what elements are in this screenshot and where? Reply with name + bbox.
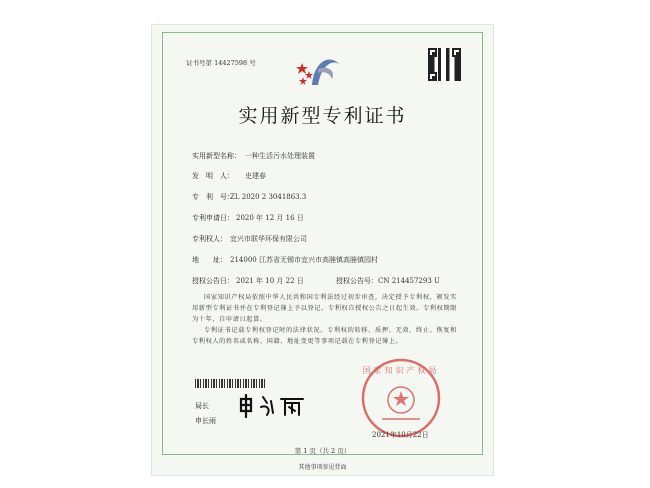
legal-status-paragraph: 专利证书记载专利权登记时的法律状况。专利权的转移、质押、无效、终止、恢复和专利权人的姓名或名称、国籍、地址变更等事项记载在专利登记簿上。	[192, 327, 457, 345]
cert-number: 14427598	[214, 59, 248, 67]
footer-note: 其他事项参见背面	[298, 464, 347, 471]
grant-number-label: 授权公告号：	[336, 277, 378, 285]
field-label: 专利申请日：	[192, 214, 234, 222]
field-value: 宜兴市联华环保有限公司	[230, 235, 307, 243]
cert-number-line	[186, 60, 256, 67]
seal-date: 2021年10月22日	[372, 431, 429, 439]
field-value: ZL 2020 2 3041863.3	[230, 193, 307, 201]
official-seal	[360, 357, 442, 439]
field-value: 214000 江苏省无锡市宜兴市高塍镇高塍镇园村	[230, 256, 378, 264]
field-value: 一种生活污水处理装置	[245, 152, 315, 160]
director-name: 申长雨	[195, 417, 216, 425]
field-label: 地 址：	[192, 256, 227, 264]
field-value: 史建春	[245, 172, 266, 180]
barcode	[195, 379, 265, 388]
certificate-title: 实用新型专利证书	[238, 105, 407, 127]
grant-number: CN 214457293 U	[378, 277, 440, 285]
director-title: 局长	[195, 402, 209, 410]
certificate-paper	[151, 24, 494, 476]
director-signature-icon	[237, 393, 309, 419]
grant-statement-paragraph: 国家知识产权局依照中华人民共和国专利法经过初步审查，决定授予专利权，颁发实用新型专利证书并在专利登记簿上予以登记。专利权自授权公告之日起生效。专利权期限为十年，自申请日起算。	[192, 294, 457, 323]
field-label: 专 利 号：	[192, 193, 234, 201]
field-label: 实用新型名称：	[192, 152, 241, 160]
cnipa-logo-icon	[294, 49, 346, 89]
cert-number-label: 证书号第	[186, 59, 212, 67]
field-label: 发 明 人：	[192, 172, 234, 180]
seal-text: 国家知识产权局	[362, 366, 440, 375]
field-value: 2020 年 12 月 16 日	[236, 214, 304, 222]
grant-date-label: 授权公告日：	[192, 277, 234, 285]
qr-code	[428, 48, 461, 81]
page-number: 第 1 页（共 2 页）	[294, 447, 351, 455]
cert-number-suffix: 号	[249, 59, 256, 67]
field-label: 专利权人：	[192, 235, 227, 243]
grant-date: 2021 年 10 月 22 日	[236, 277, 304, 285]
